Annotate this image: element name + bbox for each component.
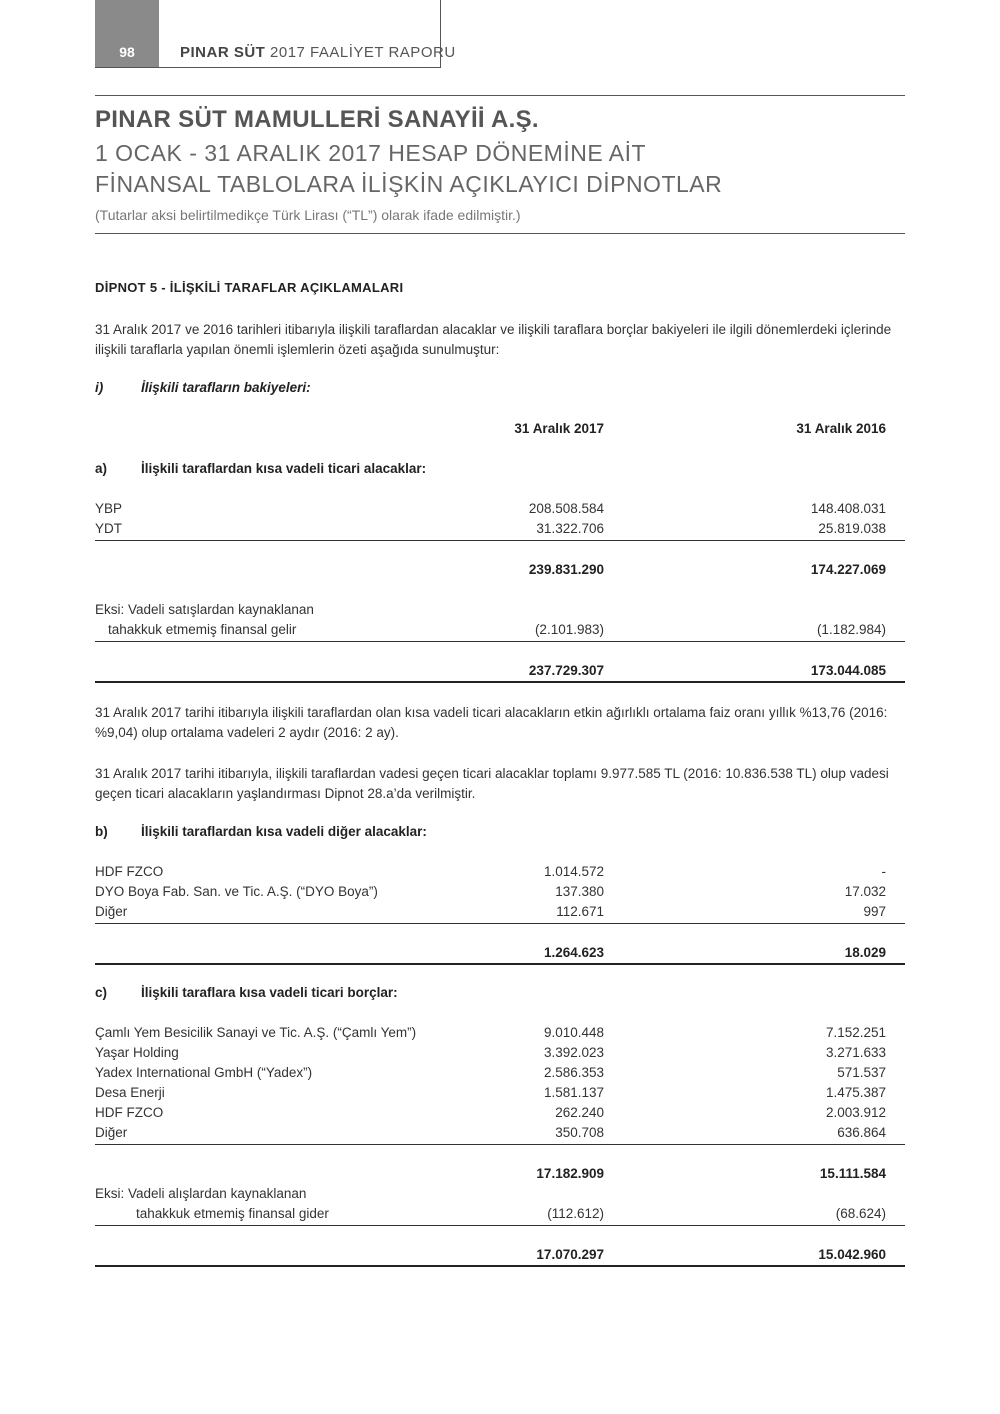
table-row <box>95 1025 905 1045</box>
section-heading: DİPNOT 5 - İLİŞKİLİ TARAFLAR AÇIKLAMALARI <box>95 280 404 295</box>
value-2016: 571.537 <box>837 1065 886 1080</box>
less-row-label <box>95 602 905 622</box>
section-b-label: b) <box>95 824 108 839</box>
row-name: Diğer <box>95 1125 128 1140</box>
column-header-2017: 31 Aralık 2017 <box>514 421 604 436</box>
value-2016: 636.864 <box>837 1125 886 1140</box>
less-2016: (68.624) <box>835 1206 886 1221</box>
table-row <box>95 1085 905 1105</box>
less-label-line-2: tahakkuk etmemiş finansal gider <box>136 1206 329 1221</box>
part-i-title: İlişkili tarafların bakiyeleri: <box>141 380 311 395</box>
row-name: HDF FZCO <box>95 864 164 879</box>
part-i-label: i) <box>95 380 104 395</box>
report-title <box>180 44 456 61</box>
total-underline <box>95 1265 905 1267</box>
section-b-heading <box>95 824 427 839</box>
part-i-heading <box>95 380 311 395</box>
divider-line <box>95 1144 905 1145</box>
currency-note: (Tutarlar aksi belirtilmedikçe Türk Lirası (“TL”) olarak ifade edilmiştir.) <box>95 207 521 223</box>
company-name: PINAR SÜT MAMULLERİ SANAYİİ A.Ş. <box>95 106 539 133</box>
value-2017: 2.586.353 <box>543 1065 604 1080</box>
intro-paragraph: 31 Aralık 2017 ve 2016 tarihleri itibarıyla ilişkili taraflardan alacaklar ve ilişkili taraflara borçlar bakiyeleri ile ilgili dönemlerdeki içlerinde ilişkili taraflarla yapılan önemli işlemlerin özeti aşağıda sunulmuştur: <box>95 322 892 357</box>
table-row <box>95 1065 905 1085</box>
total-2017: 17.070.297 <box>536 1247 604 1262</box>
page-number: 98 <box>95 0 159 67</box>
value-2016: 3.271.633 <box>825 1045 886 1060</box>
row-name: YDT <box>95 521 122 536</box>
total-2016: 15.042.960 <box>818 1247 886 1262</box>
table-row <box>95 1105 905 1125</box>
subtotal-row <box>95 1166 905 1186</box>
value-2017: 1.014.572 <box>543 864 604 879</box>
less-label-line-1: Eksi: Vadeli alışlardan kaynaklanan <box>95 1186 307 1201</box>
value-2016: 2.003.912 <box>825 1105 886 1120</box>
value-2017: 9.010.448 <box>543 1025 604 1040</box>
value-2017: 112.671 <box>556 904 604 919</box>
report-brand: PINAR SÜT <box>180 44 266 61</box>
total-underline <box>95 681 905 683</box>
total-2016: 173.044.085 <box>810 663 886 678</box>
total-underline <box>95 963 905 965</box>
table-row <box>95 501 905 521</box>
top-rule <box>95 95 905 96</box>
less-row-label <box>95 1186 905 1206</box>
table-row <box>95 521 905 541</box>
less-2017: (2.101.983) <box>534 622 604 637</box>
title-line-2: FİNANSAL TABLOLARA İLİŞKİN AÇIKLAYICI DİPNOTLAR <box>95 171 723 197</box>
total-2017: 237.729.307 <box>528 663 604 678</box>
value-2016: 25.819.038 <box>818 521 886 536</box>
section-c-title: İlişkili taraflara kısa vadeli ticari borçlar: <box>141 985 398 1000</box>
table-row <box>95 1045 905 1065</box>
value-2016: 17.032 <box>844 884 886 899</box>
interest-rate-note: 31 Aralık 2017 tarihi itibarıyla ilişkili taraflardan olan kısa vadeli ticari alacakların etkin ağırlıklı ortalama faiz oranı yıllık %13,76 (2016: %9,04) olup ortalama vadeleri 2 aydır (2016: 2 ay). <box>95 705 888 740</box>
row-name: Yaşar Holding <box>95 1045 179 1060</box>
value-2016: 997 <box>863 904 886 919</box>
value-2017: 1.581.137 <box>543 1085 604 1100</box>
value-2017: 208.508.584 <box>528 501 604 516</box>
total-row <box>95 1247 905 1267</box>
value-2016: 1.475.387 <box>825 1085 886 1100</box>
overdue-note: 31 Aralık 2017 tarihi itibarıyla, ilişkili taraflardan vadesi geçen ticari alacaklar toplamı 9.977.585 TL (2016: 10.836.538 TL) olup vadesi geçen ticari alacakların yaşlandırması Dipnot 28.a’da verilmiştir. <box>95 766 889 801</box>
value-2017: 350.708 <box>555 1125 604 1140</box>
divider-line <box>95 923 905 924</box>
value-2017: 137.380 <box>555 884 604 899</box>
divider-line <box>95 540 905 541</box>
total-row <box>95 945 905 965</box>
row-name: Yadex International GmbH (“Yadex”) <box>95 1065 313 1080</box>
section-c-label: c) <box>95 985 108 1000</box>
section-b-title: İlişkili taraflardan kısa vadeli diğer alacaklar: <box>141 824 427 839</box>
row-name: YBP <box>95 501 123 516</box>
title-bottom-rule <box>95 233 905 234</box>
row-name: Diğer <box>95 904 128 919</box>
less-label-line-2: tahakkuk etmemiş finansal gelir <box>108 622 297 637</box>
table-row <box>95 884 905 904</box>
value-2017: 31.322.706 <box>536 521 604 536</box>
total-row <box>95 663 905 683</box>
report-title-rest: 2017 FAALİYET RAPORU <box>265 44 456 61</box>
less-row <box>95 1206 905 1226</box>
header-tab <box>95 0 456 68</box>
column-header-2016: 31 Aralık 2016 <box>796 421 886 436</box>
total-2017: 1.264.623 <box>543 945 604 960</box>
table-row <box>95 864 905 884</box>
value-2016: 7.152.251 <box>825 1025 886 1040</box>
row-name: DYO Boya Fab. San. ve Tic. A.Ş. (“DYO Boya”) <box>95 884 378 899</box>
section-c-heading <box>95 985 398 1000</box>
subtotal-2016: 174.227.069 <box>810 562 886 577</box>
subtotal-2017: 239.831.290 <box>528 562 604 577</box>
less-2017: (112.612) <box>547 1206 604 1221</box>
title-line-1: 1 OCAK - 31 ARALIK 2017 HESAP DÖNEMİNE AİT <box>95 140 647 166</box>
section-a-label: a) <box>95 461 108 476</box>
value-2016: - <box>881 864 886 879</box>
subtotal-2016: 15.111.584 <box>819 1166 886 1181</box>
value-2016: 148.408.031 <box>810 501 886 516</box>
subtotal-row <box>95 562 905 582</box>
subtotal-2017: 17.182.909 <box>536 1166 604 1181</box>
less-label-line-1: Eksi: Vadeli satışlardan kaynaklanan <box>95 602 314 617</box>
table-row <box>95 1125 905 1145</box>
divider-line <box>95 641 905 642</box>
less-row <box>95 622 905 642</box>
value-2017: 3.392.023 <box>543 1045 604 1060</box>
divider-line <box>95 1225 905 1226</box>
row-name: Desa Enerji <box>95 1085 165 1100</box>
row-name: Çamlı Yem Besicilik Sanayi ve Tic. A.Ş. (“Çamlı Yem”) <box>95 1025 417 1040</box>
row-name: HDF FZCO <box>95 1105 164 1120</box>
less-2016: (1.182.984) <box>816 622 886 637</box>
total-2016: 18.029 <box>844 945 886 960</box>
value-2017: 262.240 <box>555 1105 604 1120</box>
section-a-heading <box>95 461 426 476</box>
section-a-title: İlişkili taraflardan kısa vadeli ticari alacaklar: <box>141 461 427 476</box>
table-row <box>95 904 905 924</box>
